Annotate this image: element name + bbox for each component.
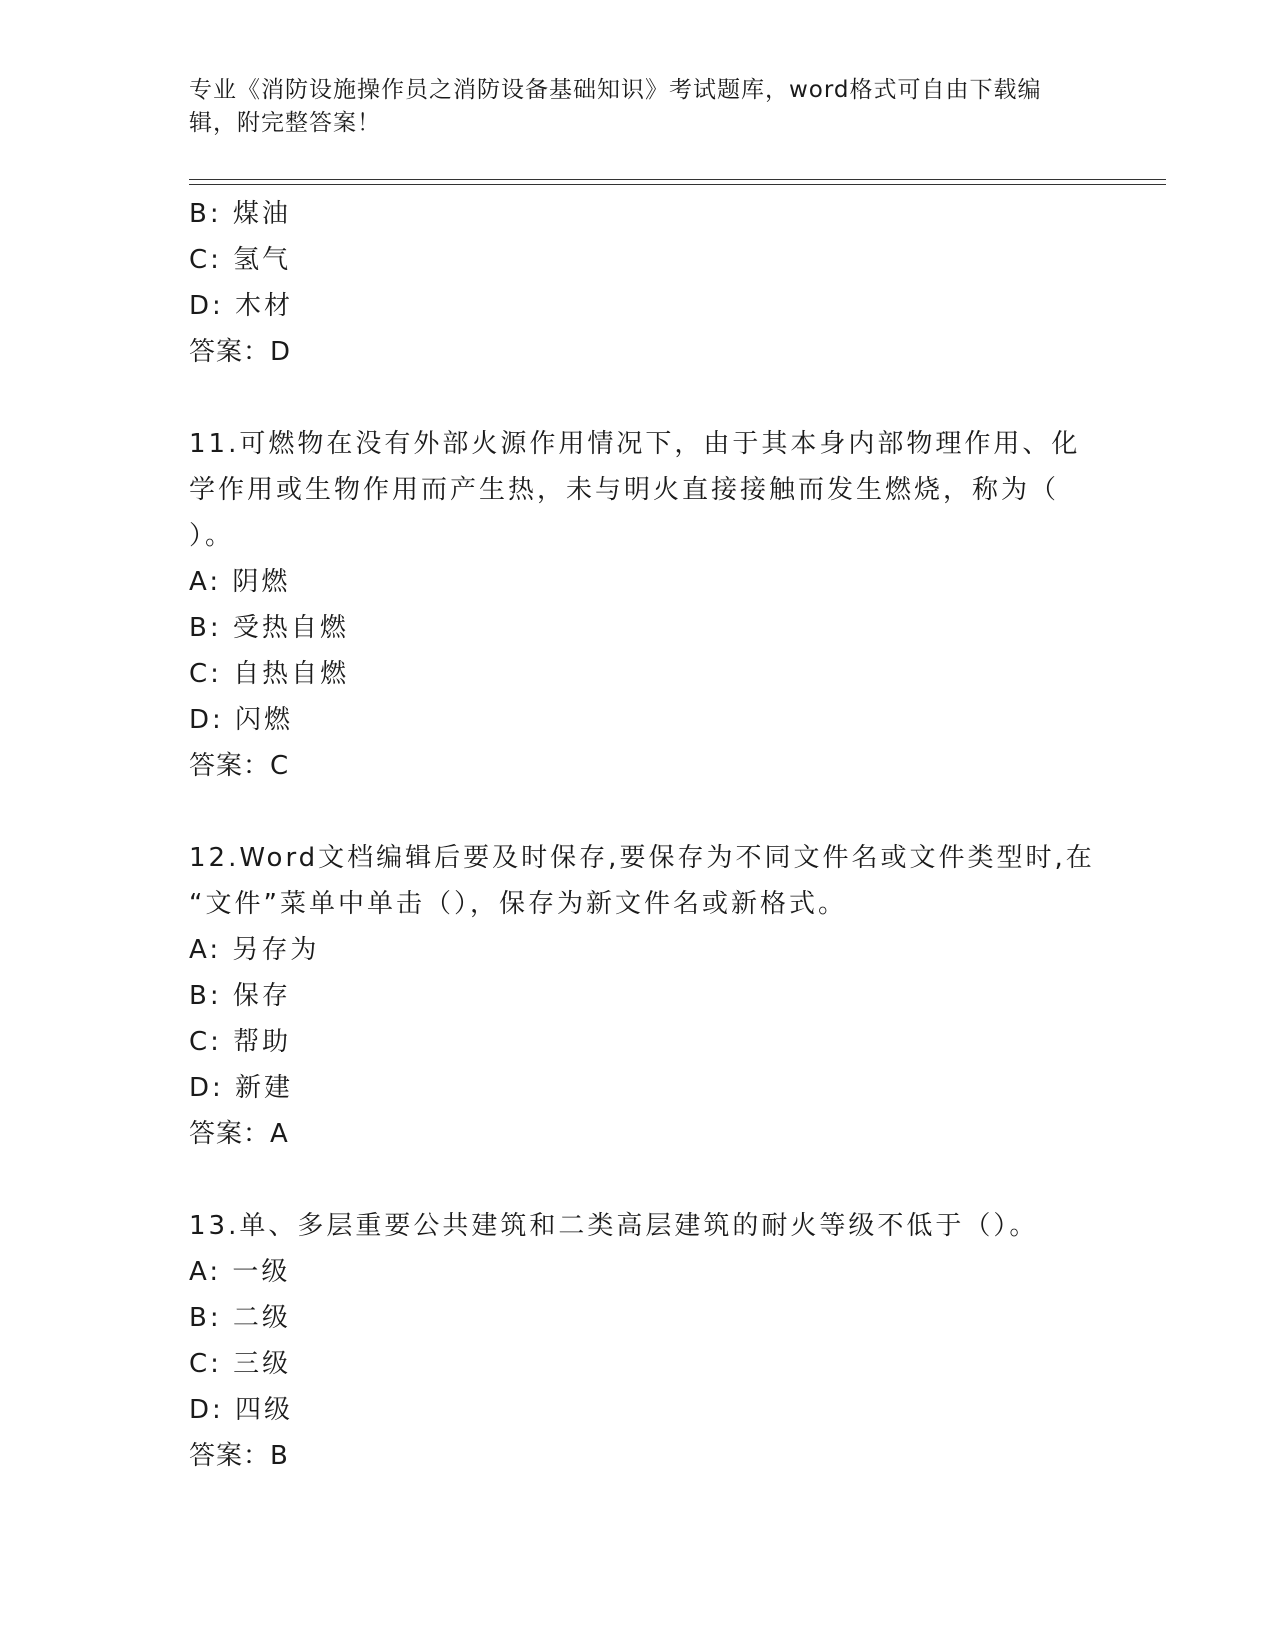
question-text-line: 学作用或生物作用而产生热，未与明火直接接触而发生燃烧，称为（ (189, 475, 1060, 505)
option-b: B: 二级 (189, 1303, 291, 1333)
option-b: B: 煤油 (189, 199, 291, 229)
option-b: B: 受热自燃 (189, 613, 349, 643)
question-text-line: ）。 (189, 521, 235, 551)
option-d: D: 四级 (189, 1395, 294, 1425)
option-c: C: 氢气 (189, 245, 292, 275)
question-text-line: 12.Word文档编辑后要及时保存,要保存为不同文件名或文件类型时,在 (189, 843, 1095, 873)
option-b: B: 保存 (189, 981, 291, 1011)
option-c: C: 自热自燃 (189, 659, 350, 689)
option-a: A: 另存为 (189, 935, 320, 965)
partial-question (189, 191, 1089, 375)
question-text-line: 11.可燃物在没有外部火源作用情况下，由于其本身内部物理作用、化 (189, 429, 1081, 459)
spacer (189, 789, 1089, 835)
option-d: D: 木材 (189, 291, 294, 321)
answer-line: 答案：A (189, 1119, 289, 1149)
question-text-line: 13.单、多层重要公共建筑和二类高层建筑的耐火等级不低于（）。 (189, 1211, 1039, 1241)
header-line-2: 辑，附完整答案！ (189, 110, 381, 136)
answer-line: 答案：B (189, 1441, 289, 1471)
header-divider-bottom (189, 184, 1166, 185)
question-text-line: “文件”菜单中单击（），保存为新文件名或新格式。 (189, 889, 847, 919)
header-line-1: 专业《消防设施操作员之消防设备基础知识》考试题库，word格式可自由下载编 (189, 77, 1042, 103)
option-c: C: 帮助 (189, 1027, 292, 1057)
option-a: A: 一级 (189, 1257, 291, 1287)
option-c: C: 三级 (189, 1349, 292, 1379)
option-d: D: 新建 (189, 1073, 294, 1103)
answer-line: 答案：C (189, 751, 290, 781)
question-11 (189, 421, 1089, 789)
document-body (189, 191, 1095, 1479)
header-divider-top (189, 179, 1166, 180)
answer-line: 答案：D (189, 337, 292, 367)
document-header (189, 74, 1089, 140)
question-12 (189, 835, 1095, 1157)
option-d: D: 闪燃 (189, 705, 294, 735)
spacer (189, 375, 1089, 421)
spacer (189, 1157, 1089, 1203)
question-13 (189, 1203, 1089, 1479)
option-a: A: 阴燃 (189, 567, 291, 597)
